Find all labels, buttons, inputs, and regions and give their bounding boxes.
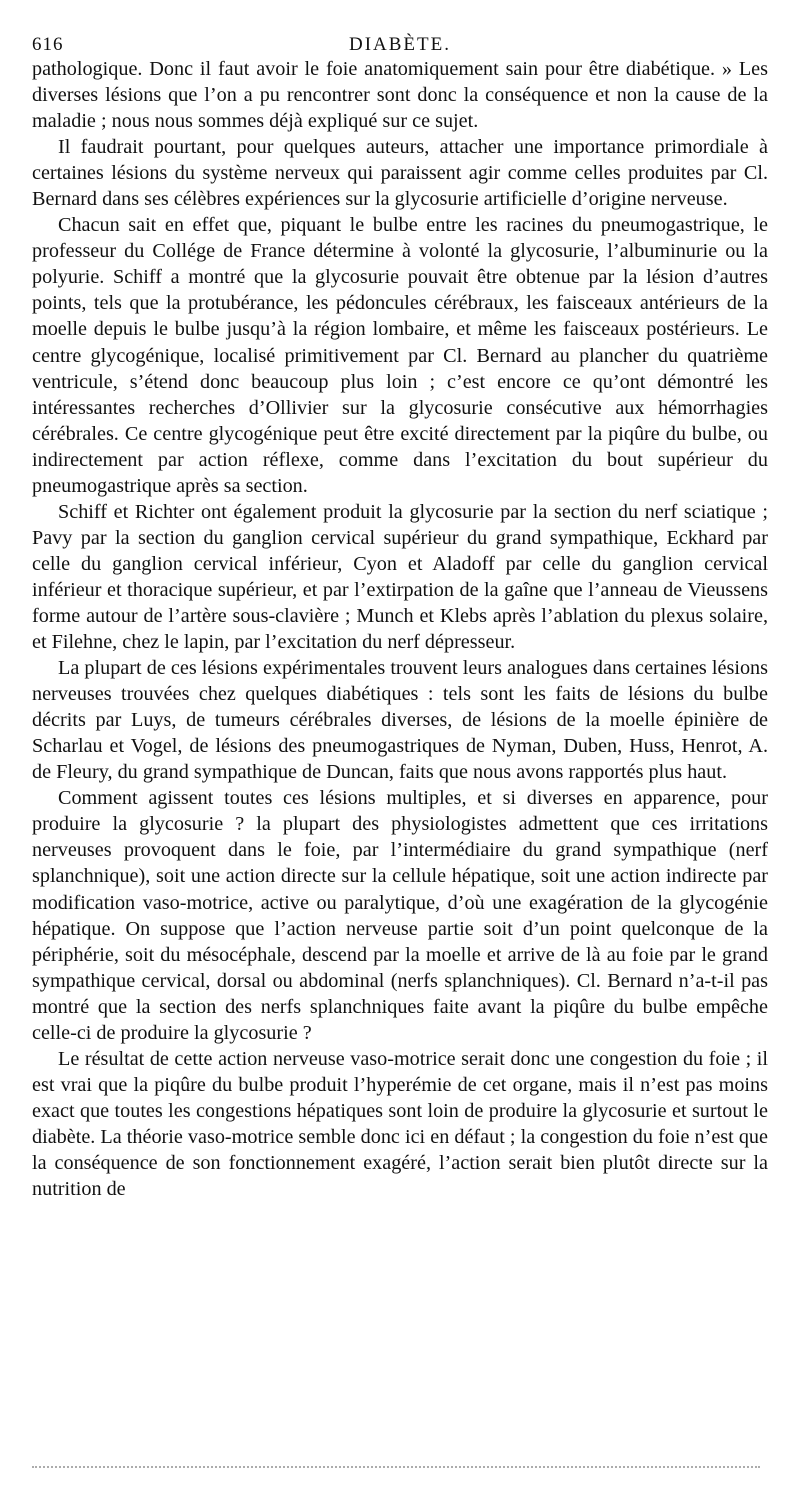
body-text [32,56,768,1202]
paragraph: La plupart de ces lésions expérimentales trouvent leurs analogues dans certaines lésions nerveuses trouvées chez quelques diabétiques : tels sont les faits de lésions du bulbe décrits par Luys, de tumeurs cérébrales diverses, de lésions de la moelle épinière de Scharlau et Vogel, de lésions des pneumogastriques de Nyman, Duben, Huss, Henrot, A. de Fleury, du grand sympathique de Duncan, faits que nous avons rapportés plus haut. [32,657,768,784]
paragraph: Chacun sait en effet que, piquant le bulbe entre les racines du pneumogastrique, le professeur du Collége de France détermine à volonté la glycosurie, l’albuminurie ou la polyurie. Schiff a montré que la glycosurie pouvait être obtenue par la lésion d’autres points, tels que la protubérance, les pédoncules cérébraux, les faisceaux antérieurs de la moelle depuis le bulbe jusqu’à la région lombaire, et même les faisceaux postérieurs. Le centre glycogénique, localisé primitivement par Cl. Bernard au plancher du quatrième ventricule, s’étend donc beaucoup plus loin ; c’est encore ce qu’ont démontré les intéressantes recherches d’Ollivier sur la glycosurie consécutive aux hémorrhagies cérébrales. Ce centre glycogénique peut être excité directement par la piqûre du bulbe, ou indirectement par action réflexe, comme dans l’excitation du bout supérieur du pneumogastrique après sa section. [32,214,768,497]
paragraph: Schiff et Richter ont également produit la glycosurie par la section du nerf sciatique ; Pavy par la section du ganglion cervical supérieur du grand sympathique, Eckhard par celle du ganglion cervical inférieur, Cyon et Aladoff par celle du ganglion cervical inférieur et thoracique supérieur, et par l’extirpation de la gaîne que l’anneau de Vieussens forme autour de l’artère sous-clavière ; Munch et Klebs après l’ablation du plexus solaire, et Filehne, chez le lapin, par l’excitation du nerf dépresseur. [32,500,768,654]
paragraph-continued: pathologique. Donc il faut avoir le foie anatomiquement sain pour être diabétique. » Les diverses lésions que l’on a pu rencontrer sont donc la conséquence et non la cause de la maladie ; nous nous sommes déjà expliqué sur ce sujet. [32,58,768,133]
bleed-through-line [32,1466,760,1468]
paragraph: Comment agissent toutes ces lésions multiples, et si diverses en apparence, pour produire la glycosurie ? la plupart des physiologistes admettent que ces irritations nerveuses provoquent dans le foie, par l’intermédiaire du grand sympathique (nerf splanchnique), soit une action directe sur la cellule hépatique, soit une action indirecte par modification vaso-motrice, active ou paralytique, d’où une exagération de la glycogénie hépatique. On suppose que l’action nerveuse partie soit d’un point quelconque de la périphérie, soit du mésocéphale, descend par la moelle et arrive de là au foie par le grand sympathique cervical, dorsal ou abdominal (nerfs splanchniques). Cl. Bernard n’a-t-il pas montré que la section des nerfs splanchniques faite avant la piqûre du bulbe empêche celle-ci de produire la glycosurie ? [32,787,768,1044]
running-head [32,30,768,56]
paragraph: Le résultat de cette action nerveuse vaso-motrice serait donc une congestion du foie ; il est vrai que la piqûre du bulbe produit l’hyperémie de cet organe, mais il n’est pas moins exact que toutes les congestions hépatiques sont loin de produire la glycosurie et surtout le diabète. La théorie vaso-motrice semble donc ici en défaut ; la congestion du foie n’est que la conséquence de son fonctionnement exagéré, l’action serait bien plutôt directe sur la nutrition de [32,1047,768,1201]
book-page [32,30,768,1202]
running-title: DIABÈTE. [348,34,451,55]
page-number: 616 [32,34,64,55]
paragraph: Il faudrait pourtant, pour quelques auteurs, attacher une importance primordiale à certaines lésions du système nerveux qui paraissent agir comme celles produites par Cl. Bernard dans ses célèbres expériences sur la glycosurie artificielle d’origine nerveuse. [32,136,768,211]
